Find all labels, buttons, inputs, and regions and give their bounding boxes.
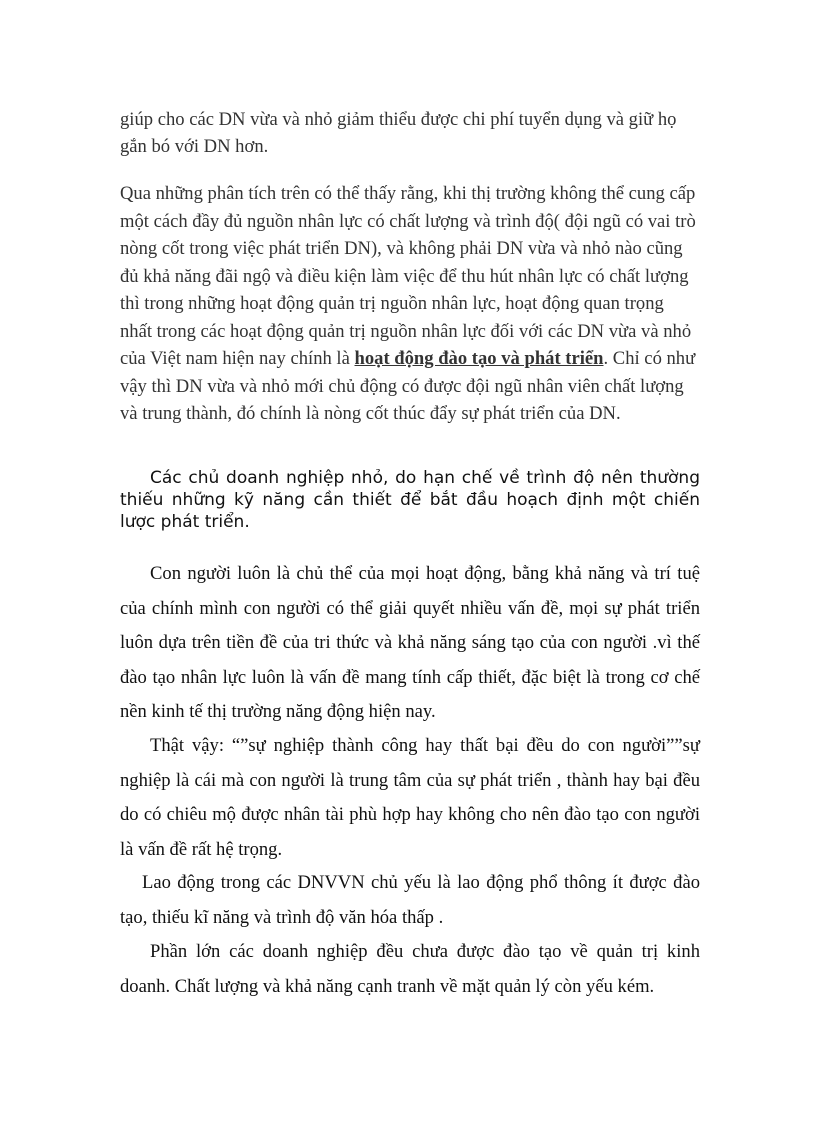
paragraph-7: Phần lớn các doanh nghiệp đều chưa được đào tạo về quản trị kinh doanh. Chất lượng và khả năng cạnh tranh về mặt quản lý còn yếu kém. [120,941,700,997]
paragraph-5: Thật vậy: “”sự nghiệp thành công hay thất bại đều do con người””sự nghiệp là cái mà con người là trung tâm của sự phát triển , thành hay bại đều do có chiêu mộ được nhân tài phù hợp hay không cho nên đào tạo con người là vấn đề rất hệ trọng. [120,735,700,860]
paragraph-2 [120,180,700,428]
paragraph-6: Lao động trong các DNVVN chủ yếu là lao động phổ thông ít được đào tạo, thiếu kĩ năng và trình độ văn hóa thấp . [120,872,700,928]
paragraph-1: giúp cho các DN vừa và nhỏ giảm thiểu được chi phí tuyển dụng và giữ họ gắn bó với DN hơn. [120,109,677,157]
paragraph-3: Các chủ doanh nghiệp nhỏ, do hạn chế về trình độ nên thường thiếu những kỹ năng cần thiết để bắt đầu hoạch định một chiến lược phát triển. [120,468,700,532]
paragraph-2-text-after: . Chỉ có như vậy thì DN vừa và nhỏ mới chủ động có được đội ngũ nhân viên chất lượng và trung thành, đó chính là nòng cốt thúc đẩy sự phát triển của DN. [120,348,696,424]
paragraph-2-text-before: Qua những phân tích trên có thể thấy rằng, khi thị trường không thể cung cấp một cách đầy đủ nguồn nhân lực có chất lượng và trình độ( đội ngũ có vai trò nòng cốt trong việc phát triển DN), và không phải DN vừa và nhỏ nào cũng đủ khả năng đãi ngộ và điều kiện làm việc để thu hút nhân lực có chất lượng thì trong những hoạt động quản trị nguồn nhân lực, hoạt động quan trọng nhất trong các hoạt động quản trị nguồn nhân lực đối với các DN vừa và nhỏ của Việt nam hiện nay chính là [120,183,696,369]
paragraph-4: Con người luôn là chủ thể của mọi hoạt động, bằng khả năng và trí tuệ của chính mình con người có thể giải quyết nhiều vấn đề, mọi sự phát triển luôn dựa trên tiền đề của tri thức và khả năng sáng tạo của con người .vì thế đào tạo nhân lực luôn là vấn đề mang tính cấp thiết, đặc biệt là trong cơ chế nền kinh tế thị trường năng động hiện nay. [120,563,700,722]
highlighted-phrase: hoạt động đào tạo và phát triển [354,348,604,369]
